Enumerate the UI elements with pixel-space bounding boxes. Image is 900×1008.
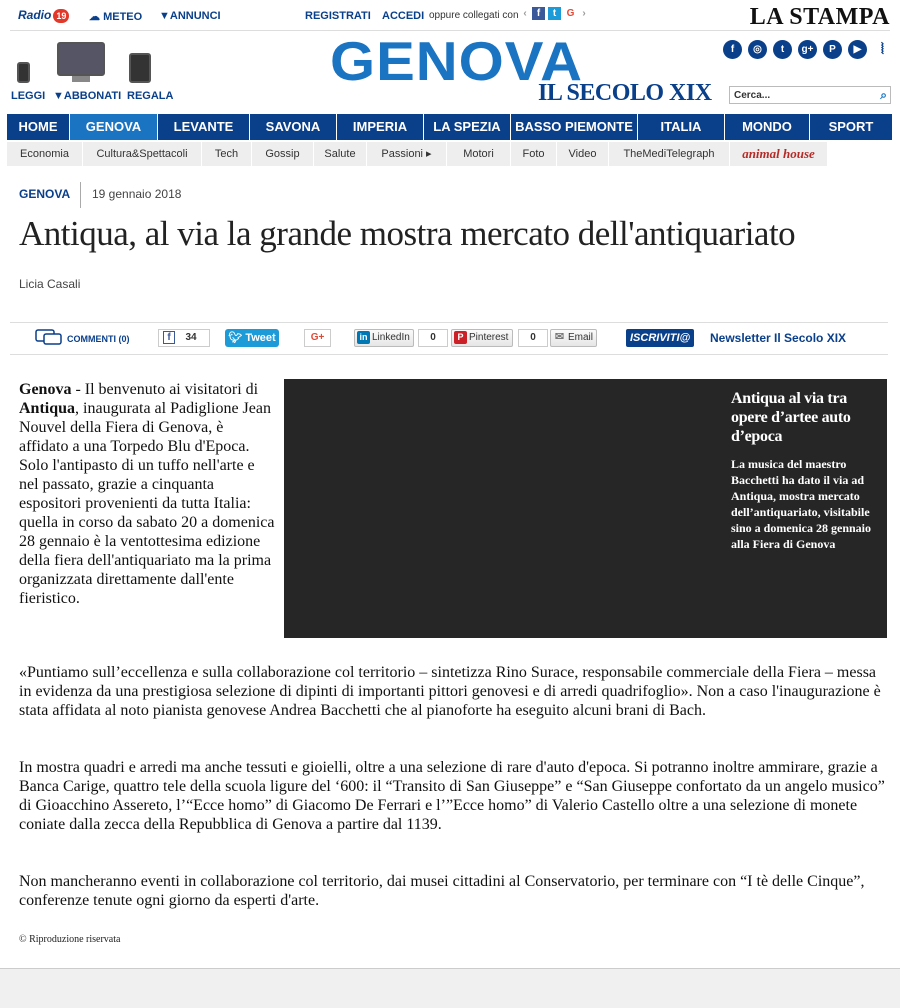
email-label: Email — [568, 332, 594, 343]
subscription-devices — [14, 42, 174, 87]
twitter-icon[interactable]: t — [773, 40, 792, 59]
search-icon[interactable]: ⌕ — [880, 88, 887, 102]
secolo-xix-logo[interactable]: IL SECOLO XIX — [538, 80, 712, 106]
lead-bold: Antiqua — [19, 400, 76, 417]
instagram-icon[interactable]: ◎ — [748, 40, 767, 59]
lead-city: Genova — [19, 381, 72, 398]
subnav-themeditelegraph[interactable]: TheMediTelegraph — [609, 142, 730, 166]
subnav-video[interactable]: Video — [557, 142, 609, 166]
pinterest-label: Pinterest — [469, 332, 509, 343]
subnav-economia[interactable]: Economia — [7, 142, 83, 166]
subnav-foto[interactable]: Foto — [511, 142, 557, 166]
subnav-motori[interactable]: Motori — [447, 142, 511, 166]
nav-home[interactable]: HOME — [7, 114, 70, 140]
accedi-link[interactable]: ACCEDI — [382, 10, 425, 22]
nav-italia[interactable]: ITALIA — [638, 114, 725, 140]
article-paragraph-1: «Puntiamo sull’eccellenza e sulla collaborazione col territorio – sintetizza Rino Surace, responsabile commerciale della Fiera – messa in evidenza da una prestigiosa selezione di dipinti di importanti pittori genovesi e di arredi quadrifoglio». Non a caso l'inaugurazione è stata affidata al noto pianista genovese Andrea Bacchetti che al pianoforte ha eseguito alcuni brani di Bach. — [19, 664, 881, 719]
desktop-icon — [57, 42, 105, 76]
subnav-cultura[interactable]: Cultura&Spettacoli — [83, 142, 202, 166]
social-follow — [723, 40, 892, 59]
abbonati-link[interactable]: ▼ABBONATI — [53, 90, 122, 102]
pinterest-icon[interactable]: P — [823, 40, 842, 59]
rss-icon[interactable]: ⦚ — [873, 40, 892, 59]
linkedin-label: LinkedIn — [372, 332, 410, 343]
email-share-button[interactable] — [550, 329, 597, 347]
meteo-link[interactable]: ☁ METEO — [89, 11, 143, 23]
annunci-label: ANNUNCI — [169, 10, 221, 22]
search-placeholder: Cerca... — [734, 90, 771, 101]
subnav-passioni[interactable]: Passioni ▸ — [367, 142, 447, 166]
registrati-link[interactable]: REGISTRATI — [305, 10, 371, 22]
video-player[interactable] — [284, 379, 887, 638]
lead-text-1: - Il benvenuto ai visitatori di — [71, 381, 259, 398]
youtube-icon[interactable]: ▶ — [848, 40, 867, 59]
meteo-label: METEO — [103, 11, 143, 23]
leggi-link[interactable]: LEGGI — [11, 90, 46, 102]
regala-link[interactable]: REGALA — [127, 90, 174, 102]
google-icon[interactable]: G — [564, 7, 577, 20]
googleplus-icon[interactable]: g+ — [798, 40, 817, 59]
nav-la-spezia[interactable]: LA SPEZIA — [424, 114, 511, 140]
radio-label: Radio — [18, 8, 52, 22]
share-top-divider — [10, 322, 888, 323]
pinterest-share-button[interactable] — [451, 329, 513, 347]
nav-levante[interactable]: LEVANTE — [158, 114, 250, 140]
pinterest-icon: P — [454, 331, 467, 344]
tweet-button[interactable] — [225, 329, 279, 347]
article-headline: Antiqua, al via la grande mostra mercato dell'antiquariato — [19, 214, 796, 253]
twitter-icon[interactable]: t — [548, 7, 561, 20]
search-input[interactable] — [729, 86, 891, 104]
chevron-right-icon[interactable]: › — [582, 8, 586, 19]
radio-badge: 19 — [53, 9, 69, 23]
linkedin-share-button[interactable] — [354, 329, 414, 347]
pinterest-count: 0 — [518, 329, 548, 347]
facebook-share-button[interactable] — [158, 329, 210, 347]
facebook-icon[interactable]: f — [723, 40, 742, 59]
article-paragraph-2: In mostra quadri e arredi ma anche tessuti e gioielli, oltre a una selezione di rare d'auto d'epoca. Si potranno inoltre ammirare, grazie a Banca Carige, quattro tele della scuola ligure del ‘600: il “Transito di San Giuseppe” e “San Giuseppe confortato da un angelo musico” di Gioacchino Assereto, l’“Ecce homo” di Giacomo De Ferrari e l’”Ecce homo” di Valerio Castello oltre a una selezione di monete coniate dalla zecca della Repubblica di Genova a partire dal 1139. — [19, 759, 885, 833]
article-date: 19 gennaio 2018 — [92, 187, 182, 201]
oppure-text: oppure collegati con — [429, 10, 519, 21]
article-section[interactable]: GENOVA — [19, 187, 71, 201]
tweet-label: Tweet — [245, 332, 276, 344]
comments-link[interactable]: COMMENTI (0) — [67, 334, 130, 344]
copyright-note: © Riproduzione riservata — [19, 934, 121, 945]
genova-logo[interactable]: GENOVA — [330, 30, 584, 93]
video-title[interactable]: Antiqua al via tra opere d’artee auto d’epoca — [731, 390, 851, 445]
radio19-link[interactable] — [18, 8, 69, 23]
phone-icon — [17, 62, 30, 83]
facebook-icon: f — [163, 331, 175, 344]
main-nav — [7, 114, 892, 140]
linkedin-count: 0 — [418, 329, 448, 347]
subnav-tech[interactable]: Tech — [202, 142, 252, 166]
article-author: Licia Casali — [19, 277, 81, 291]
subnav-animal-house[interactable]: animal house — [730, 142, 828, 166]
subnav-gossip[interactable]: Gossip — [252, 142, 314, 166]
chevron-left-icon[interactable]: ‹ — [523, 8, 527, 19]
comments-icon[interactable] — [35, 329, 63, 347]
newsletter-link[interactable]: Newsletter Il Secolo XIX — [710, 331, 847, 345]
video-description: La musica del maestro Bacchetti ha dato il via ad Antiqua, mostra mercato dell’antiquariato, visitabile sino a domenica 28 gennaio alla Fiera di Genova — [731, 457, 872, 551]
iscriviti-badge[interactable]: ISCRIVITI@ — [626, 329, 694, 347]
lead-text-3: Solo l'antipasto di un tuffo nell'arte e nel passato, grazie a cinquanta espositori provenienti da tutta Italia: quella in corso da sabato 20 a domenica 28 gennaio è la ventottesima edizione della fiera dell'antiquariato ma la prima organizzata direttamente dall'ente fieristico. — [19, 457, 275, 607]
nav-basso-piemonte[interactable]: BASSO PIEMONTE — [511, 114, 638, 140]
share-bottom-divider — [10, 354, 888, 355]
article-paragraph-3: Non mancheranno eventi in collaborazione col territorio, dai musei cittadini al Conservatorio, per terminare con “I tè delle Cinque”, conferenze tenute ogni giorno da esperti d'arte. — [19, 873, 865, 909]
tablet-icon — [129, 53, 151, 83]
nav-savona[interactable]: SAVONA — [250, 114, 337, 140]
sub-nav — [7, 142, 828, 166]
annunci-link[interactable]: ▼ANNUNCI — [159, 10, 221, 22]
desktop-stand-icon — [72, 76, 90, 82]
social-login — [521, 7, 588, 20]
googleplus-share-button[interactable]: G+ — [304, 329, 331, 347]
abbonati-label: ABBONATI — [63, 90, 122, 102]
linkedin-icon: in — [357, 331, 370, 344]
article-lead — [19, 380, 276, 608]
envelope-icon: ✉ — [554, 331, 565, 343]
twitter-bird-icon: 🐦︎ — [228, 332, 243, 344]
section-divider — [80, 182, 81, 208]
nav-imperia[interactable]: IMPERIA — [337, 114, 424, 140]
nav-mondo[interactable]: MONDO — [725, 114, 810, 140]
top-bar — [0, 0, 900, 32]
lastampa-logo[interactable]: LA STAMPA — [749, 4, 890, 30]
facebook-count: 34 — [185, 332, 197, 343]
facebook-icon[interactable]: f — [532, 7, 545, 20]
footer-bar — [0, 968, 900, 1008]
subnav-salute[interactable]: Salute — [314, 142, 367, 166]
lead-text-2: , inaugurata al Padiglione Jean Nouvel della Fiera di Genova, è affidato a una Torpedo Blu d'Epoca. — [19, 400, 271, 455]
nav-sport[interactable]: SPORT — [828, 119, 874, 134]
nav-genova[interactable]: GENOVA — [70, 114, 158, 140]
